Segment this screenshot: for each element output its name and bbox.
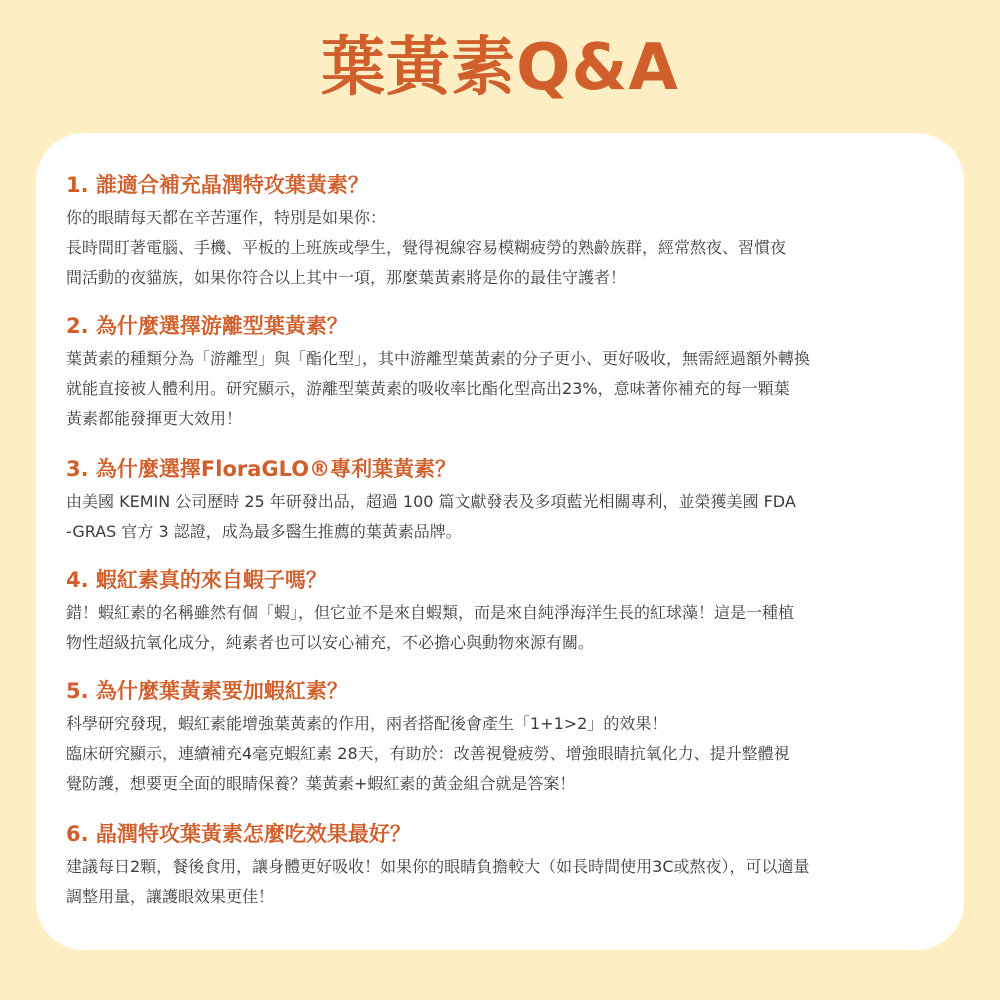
faq-item-3 [66, 455, 946, 547]
faq-item-2 [66, 312, 946, 434]
answer-line: -GRAS 官方 3 認證，成為最多醫生推薦的葉黃素品牌。 [66, 522, 462, 541]
faq-card [36, 133, 964, 950]
answer-line: 葉黃素的種類分為「游離型」與「酯化型」，其中游離型葉黃素的分子更小、更好吸收，無需經過額外轉換 [66, 349, 811, 368]
answer-line: 建議每日2顆，餐後食用，讓身體更好吸收！如果你的眼睛負擔較大（如長時間使用3C或熬夜），可以適量 [66, 857, 810, 876]
answer-line: 覺防護，想要更全面的眼睛保養？葉黃素+蝦紅素的黃金組合就是答案！ [66, 774, 576, 793]
faq-answer [66, 487, 946, 547]
answer-line: 長時間盯著電腦、手機、平板的上班族或學生，覺得視線容易模糊疲勞的熟齡族群，經常熬夜、習慣夜 [66, 238, 787, 257]
page-title: 葉黃素Q&A [321, 31, 679, 105]
answer-line: 就能直接被人體利用。研究顯示，游離型葉黃素的吸收率比酯化型高出23%，意味著你補充的每一顆葉 [66, 379, 790, 398]
faq-question: 4. 蝦紅素真的來自蝦子嗎？ [66, 568, 327, 592]
answer-line: 科學研究發現，蝦紅素能增強葉黃素的作用，兩者搭配後會產生「1+1>2」的效果！ [66, 714, 668, 733]
faq-item-4 [66, 566, 946, 658]
faq-item-5 [66, 677, 946, 799]
answer-line: 錯！蝦紅素的名稱雖然有個「蝦」，但它並不是來自蝦類，而是來自純淨海洋生長的紅球藻！這是一種植 [66, 603, 795, 622]
answer-line: 調整用量，讓護眼效果更佳！ [66, 887, 275, 906]
answer-line: 物性超級抗氧化成分，純素者也可以安心補充，不必擔心與動物來源有關。 [66, 633, 595, 652]
faq-item-6 [66, 820, 946, 912]
faq-question: 5. 為什麼葉黃素要加蝦紅素？ [66, 679, 348, 703]
faq-question: 2. 為什麼選擇游離型葉黃素？ [66, 314, 348, 338]
answer-line: 黃素都能發揮更大效用！ [66, 409, 243, 428]
faq-item-1 [66, 171, 946, 293]
faq-answer [66, 598, 946, 658]
faq-question: 3. 為什麼選擇FloraGLO®專利葉黃素？ [66, 457, 457, 481]
faq-question: 1. 誰適合補充晶潤特攻葉黃素？ [66, 173, 369, 197]
answer-line: 間活動的夜貓族，如果你符合以上其中一項，那麼葉黃素將是你的最佳守護者！ [66, 268, 627, 287]
faq-question: 6. 晶潤特攻葉黃素怎麼吃效果最好？ [66, 822, 411, 846]
answer-line: 由美國 KEMIN 公司歷時 25 年研發出品，超過 100 篇文獻發表及多項藍光相關專利，並榮獲美國 FDA [66, 492, 796, 511]
answer-line: 你的眼睛每天都在辛苦運作，特別是如果你： [66, 208, 387, 227]
answer-line: 臨床研究顯示，連續補充4毫克蝦紅素 28天，有助於：改善視覺疲勞、增強眼睛抗氧化力、提升整體視 [66, 744, 790, 763]
faq-answer [66, 203, 946, 293]
faq-answer [66, 344, 946, 434]
faq-answer [66, 709, 946, 799]
faq-answer [66, 852, 946, 912]
